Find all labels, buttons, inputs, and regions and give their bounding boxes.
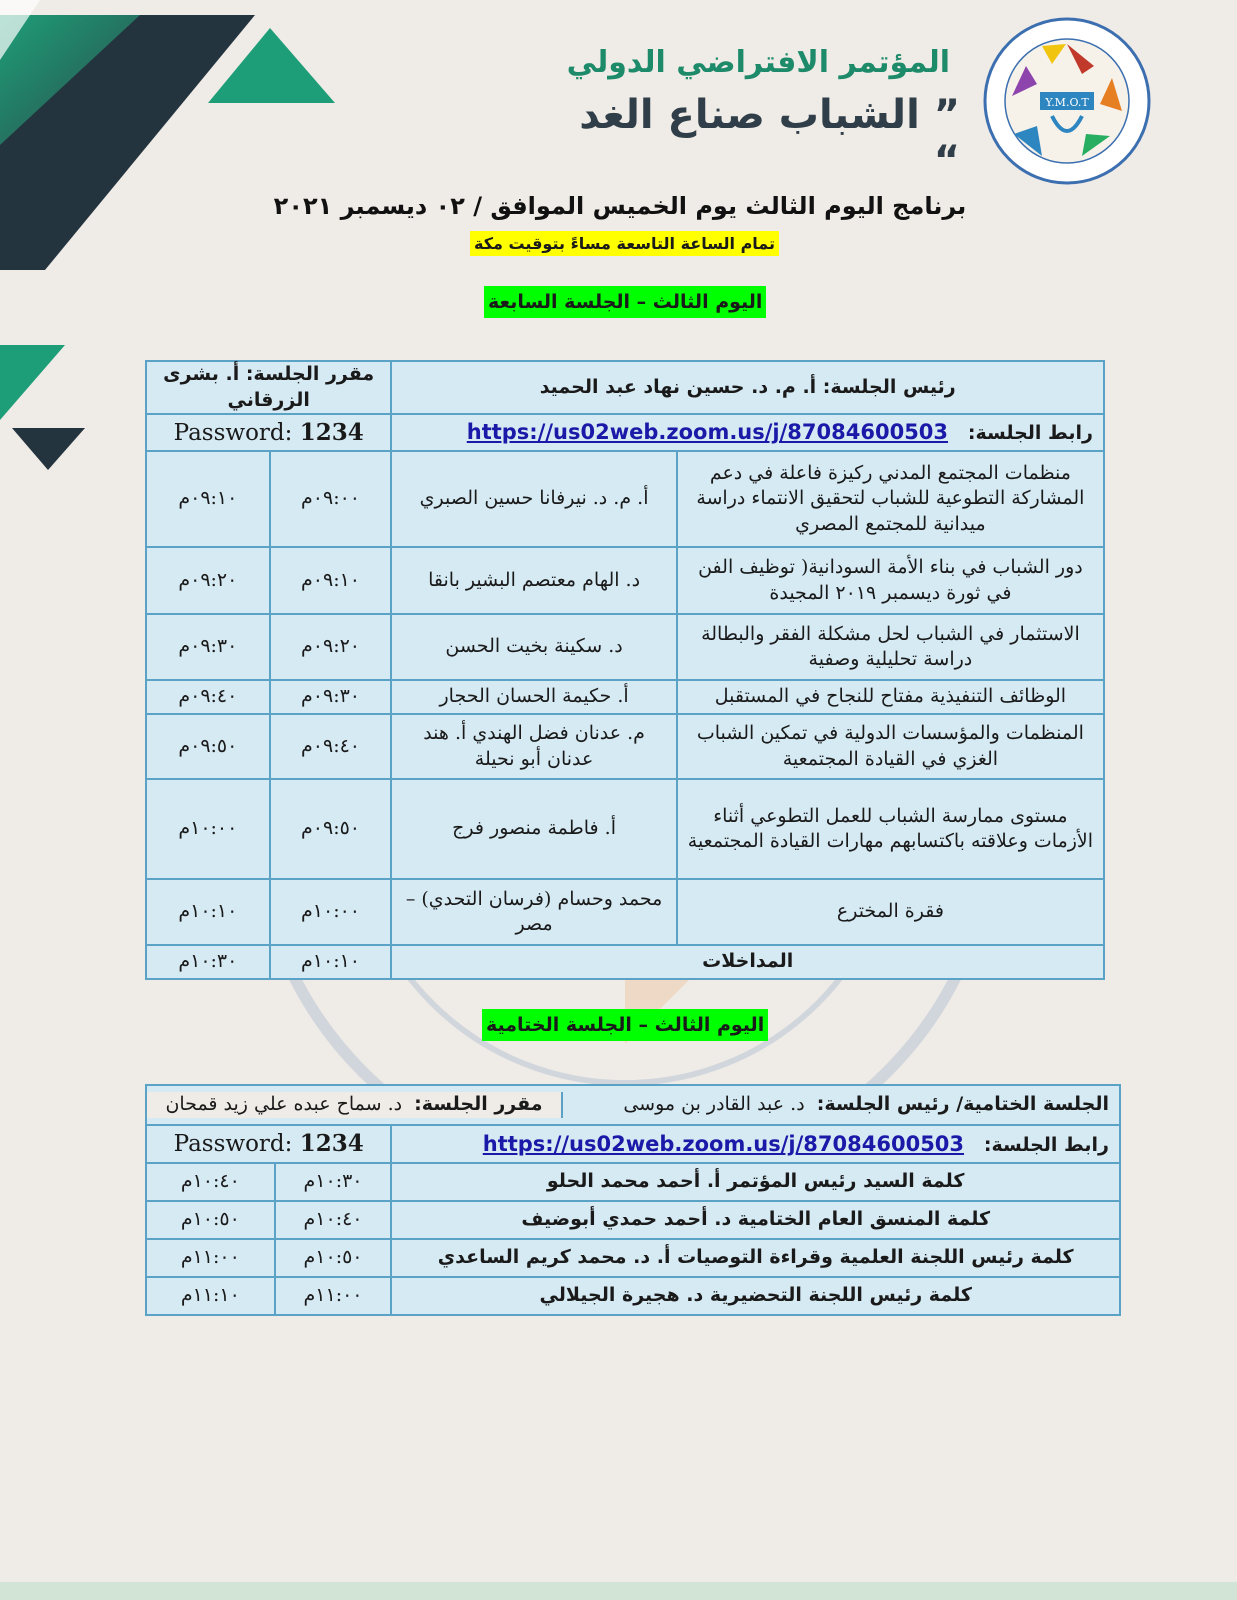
start-time: ١٠:٠٠م	[270, 879, 392, 945]
session-chair: رئيس الجلسة: أ. م. د. حسين نهاد عبد الحميد	[391, 361, 1104, 414]
password-cell	[146, 1125, 391, 1163]
zoom-link[interactable]: https://us02web.zoom.us/j/87084600503	[466, 420, 949, 445]
rapporteur-name: د. سماح عبده علي زيد قمحان	[165, 1093, 403, 1116]
paper-title: الوظائف التنفيذية مفتاح للنجاح في المستقبل	[677, 680, 1104, 714]
paper-title: مستوى ممارسة الشباب للعمل التطوعي أثناء الأزمات وعلاقته باكتسابهم مهارات القيادة المجتمعية	[677, 779, 1104, 879]
start-time: ١٠:٥٠م	[275, 1239, 392, 1277]
speaker-name: محمد وحسام (فرسان التحدي) – مصر	[391, 879, 676, 945]
conference-logo	[982, 16, 1152, 186]
footer-band	[0, 1582, 1237, 1600]
interventions-label: المداخلات	[391, 945, 1104, 979]
speaker-name: أ. فاطمة منصور فرج	[391, 779, 676, 879]
table-row	[146, 1201, 1120, 1239]
table-row	[146, 1277, 1120, 1315]
speaker-name: أ. م. د. نيرفانا حسين الصبري	[391, 451, 676, 547]
start-time: ١٠:٤٠م	[275, 1201, 392, 1239]
end-time: ١٠:٠٠م	[146, 779, 270, 879]
program-title: برنامج اليوم الثالث يوم الخميس الموافق / ٠٢ ديسمبر ٢٠٢١	[273, 192, 967, 220]
session7-chair-row	[146, 361, 1104, 414]
speaker-name: د. الهام معتصم البشير بانقا	[391, 547, 676, 614]
speaker-name: م. عدنان فضل الهندي أ. هند عدنان أبو نحيلة	[391, 714, 676, 779]
start-time: ٠٩:٠٠م	[270, 451, 392, 547]
end-time: ١١:٠٠م	[146, 1239, 275, 1277]
chair-label: الجلسة الختامية/ رئيس الجلسة:	[816, 1093, 1109, 1116]
conference-title: المؤتمر الافتراضي الدولي	[566, 45, 950, 80]
table-row	[146, 1239, 1120, 1277]
interventions-row	[146, 945, 1104, 979]
paper-title: فقرة المخترع	[677, 879, 1104, 945]
start-time: ٠٩:٥٠م	[270, 779, 392, 879]
speech-title: كلمة رئيس اللجنة العلمية وقراءة التوصيات أ. د. محمد كريم الساعدي	[391, 1239, 1120, 1277]
rapporteur-label: مقرر الجلسة:	[414, 1093, 543, 1116]
end-time: ١٠:٤٠م	[146, 1163, 275, 1201]
password-value: 1234	[299, 1129, 364, 1157]
session-rapporteur: مقرر الجلسة: أ. بشرى الزرقاني	[146, 361, 391, 414]
password-cell	[146, 414, 391, 451]
speech-title: كلمة رئيس اللجنة التحضيرية د. هجيرة الجيلالي	[391, 1277, 1120, 1315]
start-time: ١٠:١٠م	[270, 945, 392, 979]
chair-name: د. عبد القادر بن موسى	[623, 1093, 805, 1116]
end-time: ١١:١٠م	[146, 1277, 275, 1315]
closing-heading: اليوم الثالث – الجلسة الختامية	[482, 1009, 768, 1041]
password-value: 1234	[299, 418, 364, 446]
end-time: ١٠:٥٠م	[146, 1201, 275, 1239]
table-row	[146, 451, 1104, 547]
paper-title: منظمات المجتمع المدني ركيزة فاعلة في دعم المشاركة التطوعية للشباب لتحقيق الانتماء دراسة ميدانية للمجتمع المصري	[677, 451, 1104, 547]
speech-title: كلمة المنسق العام الختامية د. أحمد حمدي أبوضيف	[391, 1201, 1120, 1239]
paper-title: الاستثمار في الشباب لحل مشكلة الفقر والبطالة دراسة تحليلية وصفية	[677, 614, 1104, 680]
end-time: ٠٩:٥٠م	[146, 714, 270, 779]
speaker-name: د. سكينة بخيت الحسن	[391, 614, 676, 680]
table-row	[146, 547, 1104, 614]
closing-chair	[562, 1092, 1119, 1118]
table-row	[146, 1163, 1120, 1201]
link-label: رابط الجلسة:	[983, 1133, 1109, 1156]
closing-link-row	[146, 1125, 1120, 1163]
end-time: ٠٩:١٠م	[146, 451, 270, 547]
closing-chair-inner	[147, 1092, 1119, 1118]
speaker-name: أ. حكيمة الحسان الحجار	[391, 680, 676, 714]
link-label: رابط الجلسة:	[967, 422, 1093, 445]
table-row	[146, 614, 1104, 680]
speech-title: كلمة السيد رئيس المؤتمر أ. أحمد محمد الحلو	[391, 1163, 1120, 1201]
password-label: Password:	[173, 1130, 293, 1157]
start-time: ٠٩:٣٠م	[270, 680, 392, 714]
session-link-cell	[391, 414, 1104, 451]
end-time: ١٠:١٠م	[146, 879, 270, 945]
table-row	[146, 779, 1104, 879]
logo-text: Y.M.O.T	[1045, 96, 1089, 109]
zoom-link[interactable]: https://us02web.zoom.us/j/87084600503	[482, 1131, 965, 1156]
closing-table	[145, 1084, 1121, 1316]
end-time: ٠٩:٢٠م	[146, 547, 270, 614]
paper-title: المنظمات والمؤسسات الدولية في تمكين الشباب الغزي في القيادة المجتمعية	[677, 714, 1104, 779]
start-time: ٠٩:٢٠م	[270, 614, 392, 680]
end-time: ٠٩:٤٠م	[146, 680, 270, 714]
session7-table	[145, 360, 1105, 980]
table-row	[146, 879, 1104, 945]
end-time: ٠٩:٣٠م	[146, 614, 270, 680]
closing-chair-row	[146, 1085, 1120, 1125]
closing-chair-cell	[146, 1085, 1120, 1125]
paper-title: دور الشباب في بناء الأمة السودانية( توظيف الفن في ثورة ديسمبر ٢٠١٩ المجيدة	[677, 547, 1104, 614]
password-label: Password:	[173, 419, 293, 446]
start-time: ١١:٠٠م	[275, 1277, 392, 1315]
closing-rapporteur	[147, 1092, 562, 1118]
start-time: ٠٩:٤٠م	[270, 714, 392, 779]
table-row	[146, 680, 1104, 714]
end-time: ١٠:٣٠م	[146, 945, 270, 979]
session-link-cell	[391, 1125, 1120, 1163]
session7-heading: اليوم الثالث – الجلسة السابعة	[484, 286, 766, 318]
start-time: ٠٩:١٠م	[270, 547, 392, 614]
time-note: تمام الساعة التاسعة مساءً بتوقيت مكة	[470, 231, 779, 256]
conference-slogan: ” الشباب صناع الغد “	[579, 92, 960, 184]
start-time: ١٠:٣٠م	[275, 1163, 392, 1201]
session7-link-row	[146, 414, 1104, 451]
table-row	[146, 714, 1104, 779]
